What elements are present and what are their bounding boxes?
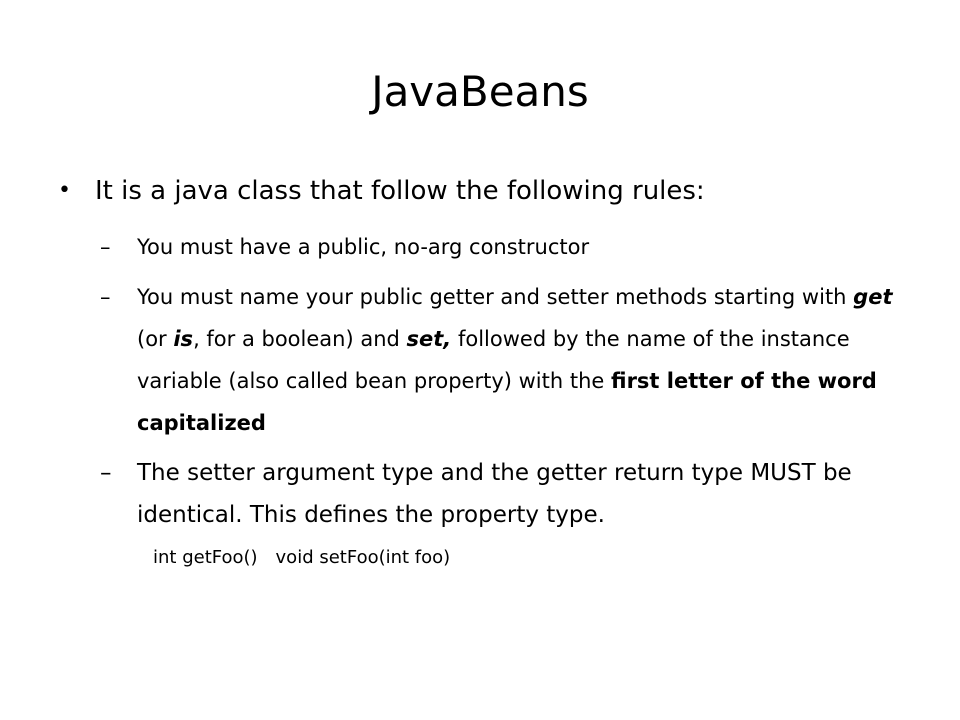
keyword-is: is [173,327,194,351]
dash-icon: – [100,460,112,486]
getter-signature: int getFoo() [153,547,258,568]
sub-bullet-text: You must have a public, no-arg constructor [137,235,590,259]
sub-bullet-constructor [100,226,918,268]
bullet-text: It is a java class that follow the following rules: [95,176,705,206]
text-run: followed by the name of the instance variable (also called bean property) with the [137,327,850,393]
text-run: You must name your public getter and setter methods starting with [137,285,854,309]
text-run: , for a boolean) and [193,327,407,351]
sub-bullet-text [137,276,918,444]
sub-bullet-types [100,452,918,536]
sub-bullet-naming [100,276,918,444]
sub-bullet-text: The setter argument type and the getter return type MUST be identical. This defines the property type. [137,460,852,528]
emphasis-text: first letter of the word capitalized [137,369,877,435]
text-run: (or [137,327,174,351]
setter-signature: void setFoo(int foo) [275,547,451,568]
bullet-icon: • [58,178,71,203]
dash-icon: – [100,285,111,309]
slide-body [58,170,918,572]
code-example [153,544,918,572]
dash-icon: – [100,235,111,259]
keyword-set: set, [406,327,452,351]
slide-title: JavaBeans [371,67,589,116]
keyword-get: get [853,285,893,309]
bullet-item [58,170,918,212]
